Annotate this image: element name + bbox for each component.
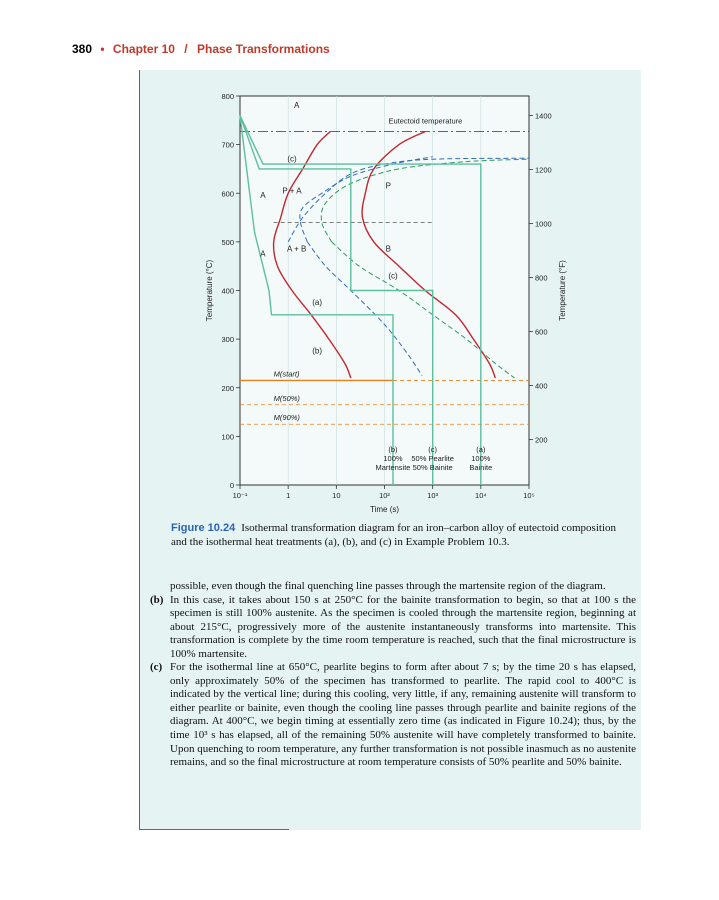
figure-caption bbox=[171, 521, 627, 549]
outcome-b-line-2: Martensite bbox=[375, 463, 411, 472]
x-tick-label: 1 bbox=[286, 491, 291, 500]
chapter-label: Chapter 10 bbox=[112, 42, 175, 56]
figure-caption-text: Isothermal transformation diagram for an iron–carbon alloy of eutectoid composition and the isothermal heat treatments (a), (b), and (c) in Example Problem 10.3. bbox=[171, 522, 617, 548]
running-head bbox=[72, 42, 330, 56]
region-label: A + B bbox=[286, 244, 307, 254]
martensite-label: M(90%) bbox=[273, 413, 300, 423]
outcome-a-line-1: 100% bbox=[471, 454, 491, 463]
y2-tick-label: 400 bbox=[535, 381, 548, 391]
x-tick-label: 10⁻¹ bbox=[232, 491, 248, 500]
y-axis-title: Temperature (°C) bbox=[205, 259, 214, 322]
region-label: A bbox=[293, 101, 300, 111]
y-tick-label: 500 bbox=[221, 237, 234, 247]
x-tick-label: 10⁵ bbox=[523, 491, 535, 500]
y2-tick-label: 800 bbox=[535, 273, 548, 283]
region-label: P bbox=[385, 181, 391, 191]
page-number: 380 bbox=[72, 42, 93, 56]
eutectoid-label: Eutectoid temperature bbox=[388, 116, 463, 126]
ttt-diagram bbox=[195, 88, 595, 518]
x-tick-label: 10² bbox=[379, 491, 390, 500]
region-label: (a) bbox=[312, 298, 323, 308]
item-b bbox=[150, 594, 636, 662]
martensite-label: M(start) bbox=[273, 369, 300, 379]
x-axis-title: Time (s) bbox=[369, 505, 400, 514]
item-c bbox=[150, 661, 636, 769]
y2-tick-label: 200 bbox=[535, 435, 548, 445]
outcome-c-line-0: (c) bbox=[428, 445, 438, 454]
continued-paragraph: possible, even though the final quenching line passes through the martensite region of the diagram. bbox=[170, 580, 606, 592]
y2-tick-label: 1000 bbox=[535, 219, 552, 229]
body-text bbox=[150, 580, 636, 770]
figure-label: Figure 10.24 bbox=[171, 522, 236, 534]
x-tick-label: 10³ bbox=[427, 491, 439, 500]
outcome-b-line-0: (b) bbox=[388, 445, 398, 454]
header-bullet: • bbox=[100, 42, 105, 56]
region-label: (c) bbox=[388, 271, 398, 281]
outcome-b-line-1: 100% bbox=[383, 454, 403, 463]
region-label: B bbox=[385, 244, 391, 254]
y2-tick-label: 600 bbox=[535, 327, 548, 337]
y-tick-label: 200 bbox=[221, 383, 234, 393]
y-tick-label: 100 bbox=[221, 432, 234, 442]
outcome-a-line-0: (a) bbox=[476, 445, 486, 454]
x-tick-label: 10 bbox=[332, 491, 341, 500]
outcome-c-line-2: 50% Bainite bbox=[412, 463, 453, 472]
region-label: A bbox=[260, 191, 266, 201]
y2-tick-label: 1200 bbox=[535, 165, 552, 175]
y2-tick-label: 1400 bbox=[535, 111, 552, 121]
x-tick-label: 10⁴ bbox=[475, 491, 487, 500]
y-tick-label: 800 bbox=[221, 92, 234, 101]
header-slash: / bbox=[184, 42, 188, 56]
outcome-a-line-2: Bainite bbox=[469, 463, 493, 472]
y-tick-label: 300 bbox=[221, 335, 234, 345]
y-tick-label: 400 bbox=[221, 286, 234, 296]
item-c-label: (c) bbox=[150, 661, 163, 674]
region-label: A bbox=[260, 249, 266, 259]
region-label: P + A bbox=[282, 186, 302, 196]
y-tick-label: 600 bbox=[221, 189, 234, 199]
y2-axis-title: Temperature (°F) bbox=[558, 260, 567, 321]
item-b-label: (b) bbox=[150, 593, 164, 606]
region-label: (b) bbox=[312, 346, 323, 356]
region-label: (c) bbox=[287, 154, 297, 164]
outcome-c-line-1: 50% Pearlite bbox=[411, 454, 454, 463]
y-tick-label: 0 bbox=[229, 481, 234, 490]
y-tick-label: 700 bbox=[221, 140, 234, 150]
panel-bottom-rule bbox=[139, 829, 289, 830]
item-b-text: In this case, it takes about 150 s at 250°C for the bainite transformation to begin, so that at 100 s the specimen is still 100% austenite. As the specimen is cooled through the martensite region, beginning at about 215°C, progressively more of the austenite instantaneously transforms into martensite. This transformation is complete by the time room temperature is reached, such that the final microstructure is 100% martensite. bbox=[170, 593, 636, 660]
martensite-label: M(50%) bbox=[273, 393, 300, 403]
chapter-title: Phase Transformations bbox=[196, 42, 330, 56]
panel-left-rule bbox=[139, 70, 140, 830]
item-c-text: For the isothermal line at 650°C, pearlite begins to form after about 7 s; by the time 20 s has elapsed, only approximately 50% of the specimen has transformed to pearlite. The rapid cool to 400°C is indicated by the vertical line; during this cooling, very little, if any, remaining austenite will transform to either pearlite or bainite, even though the cooling line passes through pearlite and bainite regions of the diagram. At 400°C, we begin timing at essentially zero time (as indicated in Figure 10.24); thus, by the time 10³ s has elapsed, all of the remaining 50% austenite will have completely transformed to bainite. Upon quenching to room temperature, any further transformation is not possible inasmuch as no austenite remains, and so the final microstructure at room temperature consists of 50% pearlite and 50% bainite. bbox=[170, 661, 636, 769]
